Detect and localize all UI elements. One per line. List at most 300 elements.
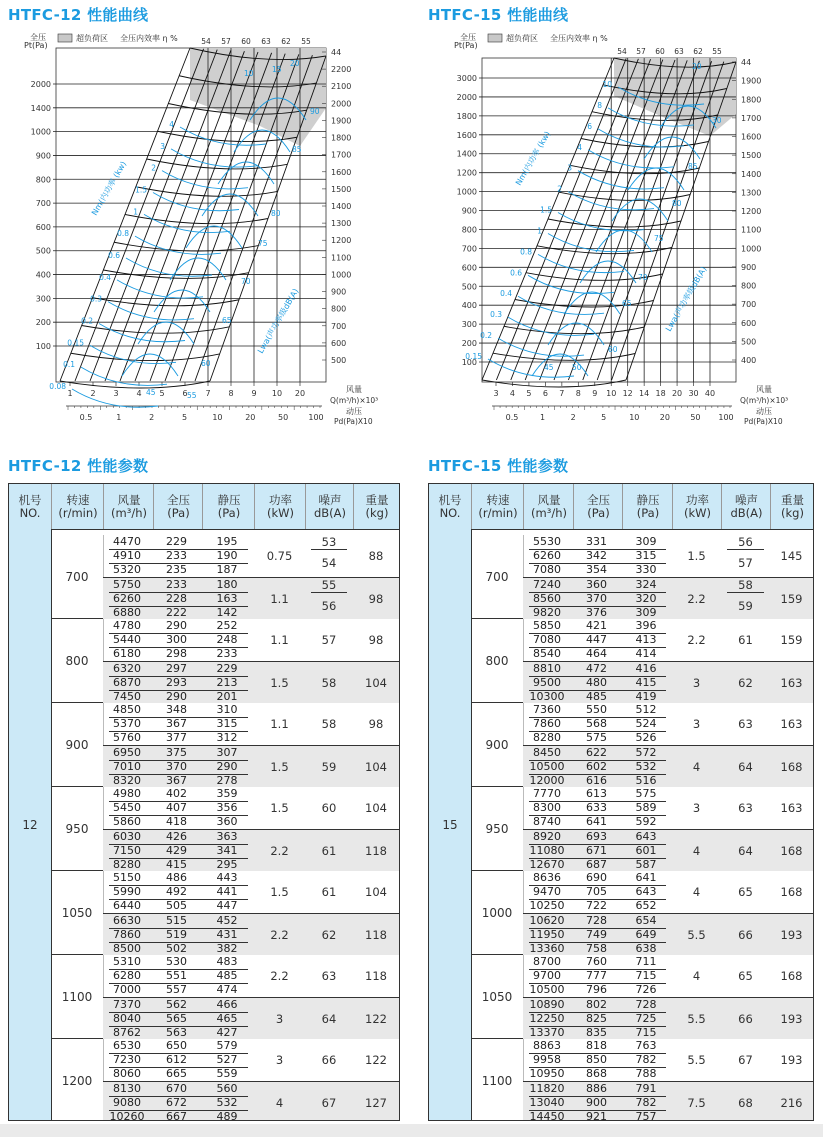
- row-rule: [529, 969, 666, 970]
- noise-cell: 66: [321, 1053, 337, 1067]
- data-cell: 575: [586, 731, 607, 744]
- data-cell: 802: [586, 998, 607, 1011]
- data-cell: 492: [166, 885, 187, 898]
- rpm-cell: 1050: [471, 955, 524, 1038]
- data-cell: 641: [586, 815, 607, 828]
- dynamic-pressure-unit: Pd(Pa)X10: [334, 417, 373, 426]
- row-rule: [109, 885, 248, 886]
- data-cell: 485: [586, 690, 607, 703]
- rpm-cell: 800: [51, 619, 104, 702]
- data-cell: 616: [586, 774, 607, 787]
- data-cell: 9958: [533, 1053, 561, 1066]
- data-cell: 8700: [533, 955, 561, 968]
- power-cell: 1.1: [270, 717, 289, 731]
- data-cell: 5860: [113, 815, 141, 828]
- right-tick-label: 2000: [331, 99, 352, 109]
- row-rule: [109, 1067, 248, 1068]
- data-cell: 568: [586, 717, 607, 730]
- data-cell: 8130: [113, 1082, 141, 1095]
- x-tick-label: 18: [655, 389, 666, 398]
- sub-group: [523, 1039, 813, 1081]
- row-rule: [109, 844, 248, 845]
- data-cell: 4850: [113, 703, 141, 716]
- data-cell: 749: [586, 928, 607, 941]
- data-cell: 10620: [529, 914, 565, 927]
- data-cell: 13370: [529, 1026, 565, 1039]
- right-tick-label: 1600: [331, 167, 352, 177]
- data-cell: 601: [635, 844, 657, 857]
- top-tick-label: 62: [281, 37, 291, 46]
- data-cell: 5760: [113, 731, 141, 744]
- data-cell: 382: [216, 942, 238, 955]
- x-tick-label: 3: [493, 389, 499, 398]
- rpm-block: [471, 787, 813, 871]
- row-rule: [109, 774, 248, 775]
- power-cell: 1.1: [270, 633, 289, 647]
- data-cell: 557: [166, 983, 187, 996]
- efficiency-label: 85: [688, 162, 698, 171]
- y-axis-unit: Pt(Pa): [454, 41, 478, 50]
- y-tick-label: 200: [461, 339, 477, 349]
- data-cell: 290: [166, 619, 187, 632]
- right-tick-label: 1500: [741, 151, 762, 161]
- data-cell: 190: [216, 549, 238, 562]
- data-cell: 8060: [113, 1067, 141, 1080]
- row-rule: [109, 928, 248, 929]
- row-rule: [109, 801, 248, 802]
- weight-cell: 216: [780, 1096, 803, 1110]
- noise-cell: 67: [321, 1096, 337, 1110]
- data-cell: 693: [586, 830, 607, 843]
- power-label: 0.3: [490, 310, 502, 320]
- power-label: 1: [537, 226, 542, 236]
- rpm-cell: 950: [471, 787, 524, 870]
- data-cell: 324: [635, 578, 657, 591]
- data-cell: 427: [216, 1026, 238, 1039]
- noise-cell: 59: [321, 760, 337, 774]
- right-tick-label: 1200: [741, 207, 762, 216]
- efficiency-curve: [218, 162, 274, 184]
- dynamic-pressure-label: 1: [540, 413, 546, 422]
- left-parameter-table: [8, 483, 400, 1121]
- row-rule: [529, 1110, 666, 1111]
- data-cell: 900: [586, 1096, 607, 1109]
- data-cell: 665: [166, 1067, 187, 1080]
- right-performance-chart: [420, 26, 823, 436]
- power-label: 0.8: [117, 229, 129, 239]
- rpm-block: [471, 703, 813, 787]
- data-cell: 447: [586, 633, 607, 646]
- data-cell: 363: [216, 830, 238, 843]
- legend-efficiency: 全压内效率 η %: [550, 34, 608, 43]
- data-cell: 530: [166, 955, 187, 968]
- data-cell: 9820: [533, 606, 561, 619]
- row-rule: [529, 563, 666, 564]
- power-curve: [108, 302, 194, 320]
- data-cell: 10950: [529, 1067, 565, 1080]
- weight-cell: 168: [780, 844, 803, 858]
- right-tick-label: 1800: [741, 95, 762, 105]
- dynamic-pressure-label: 0.5: [79, 413, 93, 422]
- data-cell: 641: [635, 871, 657, 884]
- row-rule: [109, 969, 248, 970]
- sub-group: [523, 913, 813, 955]
- x-tick-label: 6: [182, 389, 188, 398]
- data-cell: 5750: [113, 578, 141, 591]
- weight-cell: 168: [780, 885, 803, 899]
- data-cell: 443: [216, 871, 238, 884]
- data-cell: 818: [586, 1039, 607, 1052]
- sub-group: [103, 1081, 399, 1121]
- data-cell: 12000: [529, 774, 565, 787]
- sub-group: [103, 1039, 399, 1081]
- x-tick-label: 1: [67, 389, 73, 398]
- data-cell: 293: [166, 676, 187, 689]
- flow-unit: Q(m³/h)×10³: [330, 396, 379, 405]
- noise-cell: 63: [738, 717, 753, 731]
- row-rule: [529, 760, 666, 761]
- sub-group: [103, 997, 399, 1039]
- flow-unit: Q(m³/h)×10³: [740, 396, 789, 405]
- data-cell: 359: [216, 787, 238, 800]
- data-cell: 222: [166, 606, 187, 619]
- right-tick-label: 1300: [331, 219, 352, 229]
- data-cell: 309: [635, 535, 657, 548]
- power-label: 2: [557, 184, 562, 194]
- data-cell: 426: [166, 830, 187, 843]
- sub-group: [103, 745, 399, 787]
- weight-cell: 98: [368, 633, 384, 647]
- legend-efficiency: 全压内效率 η %: [120, 34, 178, 43]
- data-cell: 180: [216, 578, 238, 591]
- noise-cell: 63: [738, 801, 753, 815]
- power-cell: 1.5: [687, 549, 706, 563]
- dynamic-pressure-label: 100: [718, 413, 734, 422]
- data-cell: 413: [635, 633, 657, 646]
- data-cell: 650: [166, 1039, 187, 1052]
- table-header: [9, 484, 399, 530]
- right-tick-label: 1500: [331, 184, 352, 194]
- data-cell: 726: [635, 983, 657, 996]
- data-cell: 8040: [113, 1012, 141, 1025]
- top-tick-label: 54: [201, 37, 211, 46]
- power-cell: 3: [692, 717, 701, 731]
- data-cell: 587: [635, 858, 657, 871]
- noise-cell: 55: [321, 578, 337, 592]
- data-cell: 290: [216, 760, 238, 773]
- header-cell: 功率 (kW): [672, 484, 722, 529]
- row-rule: [529, 774, 666, 775]
- data-cell: 5320: [113, 563, 141, 576]
- row-rule: [109, 647, 248, 648]
- noise-cell: 61: [321, 885, 337, 899]
- data-cell: 474: [216, 983, 238, 996]
- power-cell: 3: [692, 676, 701, 690]
- right-parameter-table: [428, 483, 814, 1121]
- row-rule: [109, 815, 248, 816]
- power-cell: 4: [692, 760, 701, 774]
- noise-cell: 59: [738, 599, 753, 613]
- rpm-cell: 950: [51, 787, 104, 870]
- weight-cell: 168: [780, 969, 803, 983]
- efficiency-label: 70: [638, 273, 648, 282]
- data-cell: 6880: [113, 606, 141, 619]
- right-tick-label: 1000: [741, 244, 762, 254]
- efficiency-label: 75: [654, 234, 664, 243]
- weight-cell: 122: [365, 1053, 387, 1067]
- right-tick-label: 1800: [331, 133, 352, 143]
- fan-curve: [482, 380, 626, 387]
- data-cell: 13360: [529, 942, 565, 955]
- data-cell: 7010: [113, 760, 141, 773]
- right-tick-label: 1700: [741, 113, 762, 123]
- y-tick-label: 1400: [456, 149, 477, 159]
- row-rule: [529, 676, 666, 677]
- top-tick-label: 54: [617, 47, 627, 56]
- power-label: 4: [577, 142, 582, 152]
- row-rule: [529, 1012, 666, 1013]
- rpm-block: [471, 535, 813, 619]
- right-tick-label: 1400: [331, 202, 352, 211]
- header-cell: 风量 (m³/h): [523, 484, 574, 529]
- noise-cell: 62: [321, 928, 337, 942]
- rpm-cell: 1200: [51, 1039, 104, 1121]
- right-tick-label: 500: [741, 337, 757, 347]
- power-label: 0.1: [63, 360, 75, 370]
- data-cell: 825: [586, 1012, 607, 1025]
- right-tick-label: 800: [331, 304, 347, 314]
- power-label: 0.2: [81, 316, 93, 326]
- x-tick-label: 10: [606, 389, 617, 398]
- y-axis-label: 全压: [30, 33, 46, 42]
- data-cell: 8920: [533, 830, 561, 843]
- weight-cell: 104: [365, 885, 387, 899]
- data-cell: 643: [635, 885, 657, 898]
- noise-cell: 65: [738, 969, 753, 983]
- x-tick-label: 9: [592, 389, 598, 398]
- data-cell: 671: [586, 844, 607, 857]
- data-cell: 563: [166, 1026, 187, 1039]
- left-performance-chart: [0, 26, 410, 436]
- power-label: 0.6: [108, 251, 120, 260]
- sub-group: [103, 703, 399, 745]
- data-cell: 278: [216, 774, 238, 787]
- data-cell: 370: [586, 592, 607, 605]
- right-tick-label: 500: [331, 356, 347, 365]
- power-label: 0.15: [465, 352, 482, 361]
- data-cell: 8500: [113, 942, 141, 955]
- data-cell: 868: [586, 1067, 607, 1080]
- data-cell: 6030: [113, 830, 141, 843]
- data-cell: 297: [166, 662, 187, 675]
- data-cell: 705: [586, 885, 607, 898]
- data-cell: 8450: [533, 746, 561, 759]
- data-cell: 6260: [533, 549, 561, 562]
- data-cell: 7860: [533, 717, 561, 730]
- data-cell: 11820: [529, 1082, 565, 1095]
- x-tick-label: 8: [228, 389, 234, 398]
- left-chart-title: HTFC-12 性能曲线: [8, 6, 149, 24]
- data-cell: 375: [166, 746, 187, 759]
- y-tick-label: 1200: [456, 168, 477, 178]
- data-cell: 354: [586, 563, 607, 576]
- x-tick-label: 5: [526, 389, 532, 398]
- data-cell: 12670: [529, 858, 565, 871]
- row-rule: [109, 549, 248, 550]
- x-tick-label: 40: [704, 389, 716, 398]
- dynamic-pressure-label: 2: [149, 413, 155, 422]
- data-cell: 8280: [533, 731, 561, 744]
- data-cell: 163: [216, 592, 238, 605]
- data-cell: 10890: [529, 998, 565, 1011]
- rpm-cell: 1000: [471, 871, 524, 954]
- data-cell: 791: [635, 1082, 657, 1095]
- data-cell: 466: [216, 998, 238, 1011]
- y-tick-label: 200: [35, 318, 51, 328]
- data-cell: 7370: [113, 998, 141, 1011]
- power-curve: [117, 280, 203, 298]
- sub-group: [523, 577, 813, 619]
- y-tick-label: 500: [35, 246, 51, 256]
- data-cell: 6950: [113, 746, 141, 759]
- weight-cell: 104: [365, 801, 387, 815]
- noise-cell: 56: [321, 599, 337, 613]
- x-tick-label: 7: [559, 389, 565, 398]
- data-cell: 429: [166, 844, 187, 857]
- power-label: 4: [169, 120, 174, 129]
- right-tick-label: 1900: [331, 116, 352, 126]
- data-cell: 10250: [529, 899, 565, 912]
- flow-label: 风量: [756, 385, 772, 394]
- data-cell: 431: [216, 928, 238, 941]
- power-label: 0.4: [500, 289, 512, 299]
- weight-cell: 193: [780, 1053, 803, 1067]
- data-cell: 6180: [113, 647, 141, 660]
- system-curve: [496, 58, 626, 380]
- data-cell: 505: [166, 899, 187, 912]
- row-rule: [109, 899, 248, 900]
- weight-cell: 193: [780, 928, 803, 942]
- data-cell: 672: [166, 1096, 187, 1109]
- y-tick-label: 2000: [30, 80, 51, 89]
- data-cell: 782: [635, 1053, 657, 1066]
- weight-cell: 145: [780, 549, 803, 563]
- sub-group: [103, 955, 399, 997]
- legend-swatch: [58, 34, 72, 42]
- power-label: 0.2: [480, 331, 492, 341]
- header-cell: 静压 (Pa): [622, 484, 673, 529]
- right-tick-label: 400: [741, 356, 757, 365]
- x-tick-label: 30: [688, 389, 699, 398]
- right-tick-label: 600: [331, 338, 347, 348]
- data-cell: 589: [635, 801, 657, 814]
- power-cell: 2.2: [687, 592, 706, 606]
- power-axis-label: Nm(内功率 (kw): [513, 129, 553, 187]
- dynamic-pressure-label: 20: [659, 413, 670, 422]
- right-tick-label: 900: [331, 287, 347, 297]
- data-cell: 7080: [533, 563, 561, 576]
- noise-cell: 61: [738, 633, 753, 647]
- data-cell: 788: [635, 1067, 657, 1080]
- data-cell: 622: [586, 746, 607, 759]
- dynamic-pressure-label: 2: [570, 413, 576, 422]
- dynamic-pressure-label: 5: [182, 413, 188, 422]
- data-cell: 6280: [113, 969, 141, 982]
- data-cell: 414: [635, 647, 657, 660]
- data-cell: 213: [216, 676, 238, 689]
- data-cell: 6320: [113, 662, 141, 675]
- dynamic-pressure-label: 20: [245, 413, 256, 422]
- data-cell: 8540: [533, 647, 561, 660]
- y-tick-label: 1600: [456, 130, 477, 140]
- power-label: 8: [597, 100, 602, 110]
- sub-group: [103, 871, 399, 913]
- power-cell: 4: [275, 1096, 284, 1110]
- right-tick-label: 2200: [331, 65, 352, 75]
- right-tick-label: 600: [741, 318, 757, 328]
- data-cell: 5450: [113, 801, 141, 814]
- noise-cell: 65: [738, 885, 753, 899]
- efficiency-label: 90: [310, 107, 320, 116]
- dynamic-pressure-label: 5: [601, 413, 607, 422]
- data-cell: 252: [216, 619, 238, 632]
- data-cell: 486: [166, 871, 187, 884]
- y-tick-label: 900: [35, 151, 51, 161]
- sub-group: [523, 1081, 813, 1121]
- power-cell: 5.5: [687, 928, 706, 942]
- data-cell: 6530: [113, 1039, 141, 1052]
- data-cell: 502: [166, 942, 187, 955]
- right-tick-label: 1100: [331, 253, 352, 263]
- noise-cell: 58: [738, 578, 753, 592]
- data-cell: 850: [586, 1053, 607, 1066]
- data-cell: 14450: [529, 1110, 565, 1121]
- data-cell: 229: [166, 535, 187, 548]
- rpm-block: [51, 787, 399, 871]
- data-cell: 643: [635, 830, 657, 843]
- noise-cell: 68: [738, 1096, 753, 1110]
- data-cell: 526: [635, 731, 657, 744]
- right-tick-label: 1100: [741, 225, 762, 235]
- data-cell: 575: [635, 787, 657, 800]
- data-cell: 419: [635, 690, 657, 703]
- x-tick-label: 3: [113, 389, 119, 398]
- data-cell: 12250: [529, 1012, 565, 1025]
- data-cell: 886: [586, 1082, 607, 1095]
- power-curve: [548, 233, 634, 251]
- x-tick-label: 12: [622, 389, 633, 398]
- rpm-cell: 1100: [471, 1039, 524, 1121]
- row-rule: [529, 1096, 666, 1097]
- rpm-cell: 1100: [51, 955, 104, 1038]
- efficiency-curve: [644, 137, 700, 159]
- power-label: 1.5: [135, 185, 147, 195]
- header-cell: 机号 NO.: [438, 492, 462, 520]
- top-tick-label: 57: [221, 37, 231, 46]
- data-cell: 472: [586, 662, 607, 675]
- sub-group: [523, 661, 813, 703]
- legend-overload: 超负荷区: [76, 34, 108, 43]
- efficiency-label: 80: [271, 209, 281, 218]
- y-tick-label: 1800: [456, 111, 477, 121]
- data-cell: 757: [635, 1110, 657, 1121]
- top-tick-label: 55: [712, 47, 722, 56]
- sub-group: [103, 577, 399, 619]
- sub-group: [103, 619, 399, 661]
- row-rule: [529, 592, 666, 593]
- efficiency-label: 15: [272, 65, 282, 74]
- row-rule: [109, 592, 248, 593]
